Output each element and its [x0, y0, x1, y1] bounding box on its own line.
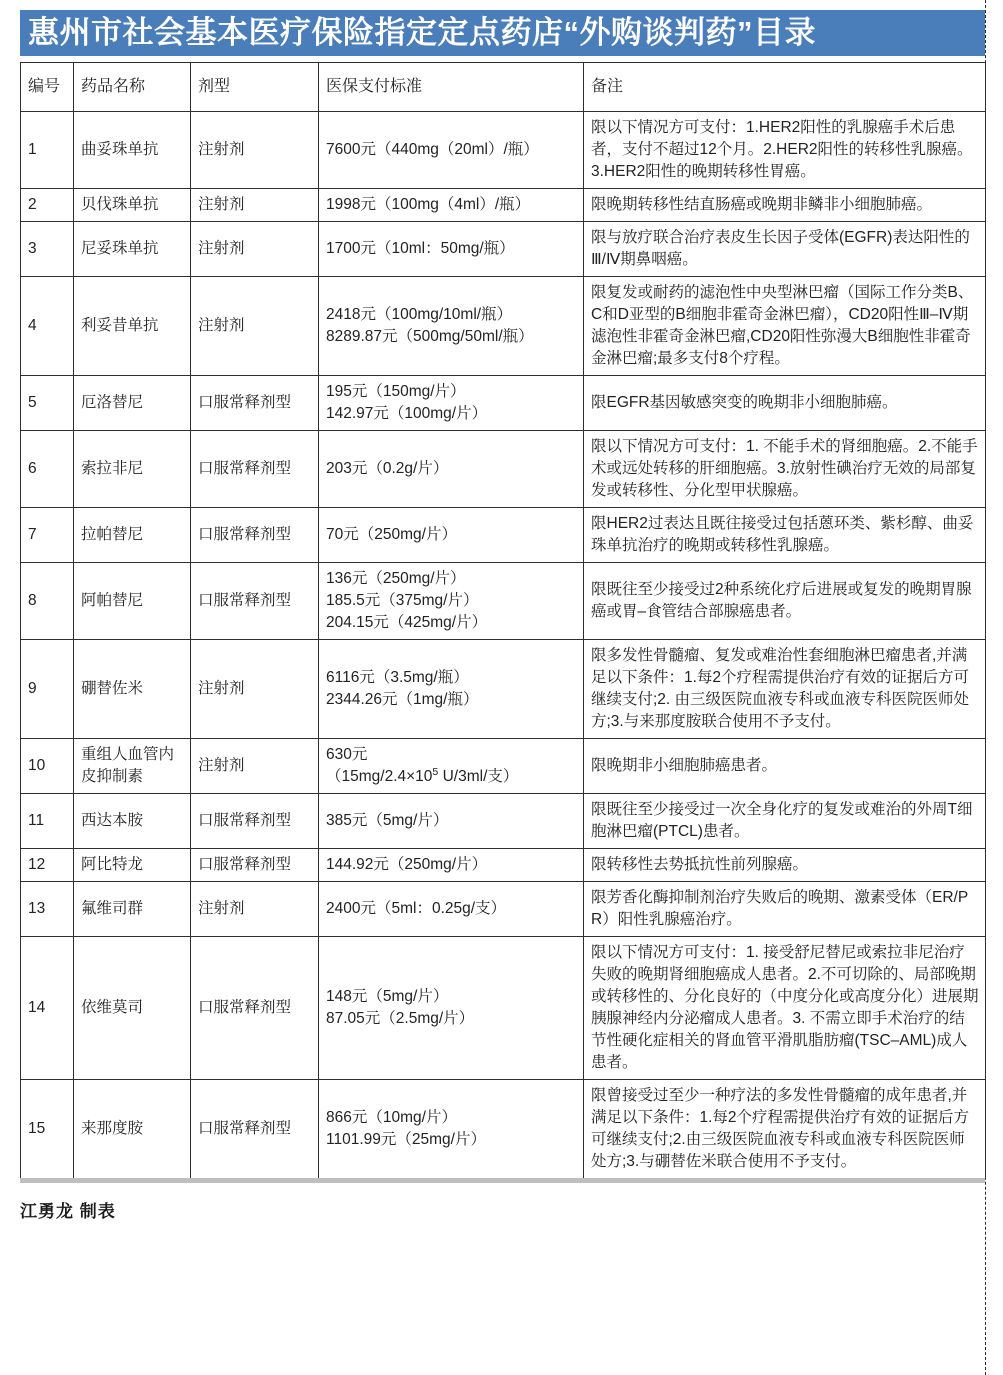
cell-drug-no: 13 — [21, 882, 74, 937]
cell-drug-no: 4 — [21, 277, 74, 376]
cell-payment-standard: 2418元（100mg/10ml/瓶） 8289.87元（500mg/50ml/瓶） — [319, 277, 584, 376]
cell-drug-no: 7 — [21, 508, 74, 563]
table-row — [21, 189, 986, 222]
cell-drug-name: 阿帕替尼 — [74, 563, 191, 640]
cell-remark: 限转移性去势抵抗性前列腺癌。 — [584, 849, 986, 882]
cell-drug-name: 依维莫司 — [74, 937, 191, 1080]
table-header — [21, 63, 986, 112]
cell-drug-name: 来那度胺 — [74, 1080, 191, 1179]
cell-remark: 限多发性骨髓瘤、复发或难治性套细胞淋巴瘤患者,并满足以下条件：1.每2个疗程需提供治疗有效的证据后方可继续支付;2. 由三级医院血液专科或血液专科医院医师处方;3.与来那度胺联合使用不予支付。 — [584, 640, 986, 739]
cell-drug-name: 利妥昔单抗 — [74, 277, 191, 376]
table-row — [21, 937, 986, 1080]
table-row — [21, 222, 986, 277]
cell-dosage-form: 口服常释剂型 — [191, 794, 319, 849]
cell-payment-standard: 630元 （$15mg/2.4\times 10^5$ U/3ml/支） — [319, 739, 584, 794]
cell-payment-standard: 2400元（5ml：0.25g/支） — [319, 882, 584, 937]
table-row — [21, 431, 986, 508]
cell-dosage-form: 口服常释剂型 — [191, 508, 319, 563]
cell-payment-standard: 136元（250mg/片） 185.5元（375mg/片） 204.15元（425mg/片） — [319, 563, 584, 640]
cell-remark: 限既往至少接受过一次全身化疗的复发或难治的外周T细胞淋巴瘤(PTCL)患者。 — [584, 794, 986, 849]
cell-remark: 限HER2过表达且既往接受过包括蒽环类、紫杉醇、曲妥珠单抗治疗的晚期或转移性乳腺癌。 — [584, 508, 986, 563]
cell-payment-standard: 148元（5mg/片） 87.05元（2.5mg/片） — [319, 937, 584, 1080]
table-row — [21, 508, 986, 563]
cell-drug-name: 西达本胺 — [74, 794, 191, 849]
cell-remark: 限晚期非小细胞肺癌患者。 — [584, 739, 986, 794]
credit-line: 江勇龙 制表 — [20, 1202, 116, 1221]
cell-drug-no: 2 — [21, 189, 74, 222]
drug-catalog-table — [20, 62, 986, 1179]
cell-payment-standard: 144.92元（250mg/片） — [319, 849, 584, 882]
cell-remark: 限晚期转移性结直肠癌或晚期非鳞非小细胞肺癌。 — [584, 189, 986, 222]
cell-drug-no: 6 — [21, 431, 74, 508]
cell-remark: 限曾接受过至少一种疗法的多发性骨髓瘤的成年患者,并满足以下条件：1.每2个疗程需提供治疗有效的证据后方可继续支付;2.由三级医院血液专科或血液专科医院医师处方;3.与硼替佐米联合使用不予支付。 — [584, 1080, 986, 1179]
table-row — [21, 563, 986, 640]
cell-drug-no: 15 — [21, 1080, 74, 1179]
cell-drug-no: 1 — [21, 112, 74, 189]
table-row — [21, 376, 986, 431]
cell-drug-name: 氟维司群 — [74, 882, 191, 937]
cell-drug-no: 14 — [21, 937, 74, 1080]
cell-drug-name: 尼妥珠单抗 — [74, 222, 191, 277]
cell-drug-name: 阿比特龙 — [74, 849, 191, 882]
cell-drug-no: 3 — [21, 222, 74, 277]
document-sheet — [20, 10, 985, 1222]
cell-dosage-form: 口服常释剂型 — [191, 937, 319, 1080]
cell-payment-standard: 6116元（3.5mg/瓶） 2344.26元（1mg/瓶） — [319, 640, 584, 739]
cell-drug-name: 厄洛替尼 — [74, 376, 191, 431]
page-title: 惠州市社会基本医疗保险指定定点药店“外购谈判药”目录 — [20, 10, 985, 56]
cell-remark: 限既往至少接受过2种系统化疗后进展或复发的晚期胃腺癌或胃–食管结合部腺癌患者。 — [584, 563, 986, 640]
cell-remark: 限芳香化酶抑制剂治疗失败后的晚期、激素受体（ER/PR）阳性乳腺癌治疗。 — [584, 882, 986, 937]
cell-dosage-form: 口服常释剂型 — [191, 849, 319, 882]
cell-dosage-form: 口服常释剂型 — [191, 1080, 319, 1179]
cell-drug-name: 拉帕替尼 — [74, 508, 191, 563]
table-row — [21, 882, 986, 937]
cell-remark: 限EGFR基因敏感突变的晚期非小细胞肺癌。 — [584, 376, 986, 431]
column-header-name: 药品名称 — [74, 63, 191, 112]
cell-drug-name: 曲妥珠单抗 — [74, 112, 191, 189]
cell-payment-standard: 203元（0.2g/片） — [319, 431, 584, 508]
table-row — [21, 112, 986, 189]
cell-remark: 限以下情况方可支付：1.HER2阳性的乳腺癌手术后患者，支付不超过12个月。2.HER2阳性的转移性乳腺癌。3.HER2阳性的晚期转移性胃癌。 — [584, 112, 986, 189]
column-header-note: 备注 — [584, 63, 986, 112]
cell-drug-no: 5 — [21, 376, 74, 431]
cell-dosage-form: 注射剂 — [191, 640, 319, 739]
cell-drug-no: 10 — [21, 739, 74, 794]
cell-dosage-form: 注射剂 — [191, 277, 319, 376]
cell-payment-standard: 1700元（10ml：50mg/瓶） — [319, 222, 584, 277]
cell-dosage-form: 注射剂 — [191, 882, 319, 937]
column-header-form: 剂型 — [191, 63, 319, 112]
cell-payment-standard: 866元（10mg/片） 1101.99元（25mg/片） — [319, 1080, 584, 1179]
table-body — [21, 112, 986, 1179]
table-row — [21, 1080, 986, 1179]
table-header-row — [21, 63, 986, 112]
cell-dosage-form: 注射剂 — [191, 112, 319, 189]
cell-drug-name: 索拉非尼 — [74, 431, 191, 508]
cell-drug-name: 重组人血管内皮抑制素 — [74, 739, 191, 794]
table-row — [21, 739, 986, 794]
cell-dosage-form: 口服常释剂型 — [191, 431, 319, 508]
cell-drug-name: 贝伐珠单抗 — [74, 189, 191, 222]
column-header-no: 编号 — [21, 63, 74, 112]
table-row — [21, 794, 986, 849]
cell-drug-no: 12 — [21, 849, 74, 882]
cell-drug-no: 8 — [21, 563, 74, 640]
cell-dosage-form: 口服常释剂型 — [191, 563, 319, 640]
cell-payment-standard: 195元（150mg/片） 142.97元（100mg/片） — [319, 376, 584, 431]
cell-dosage-form: 注射剂 — [191, 739, 319, 794]
cell-dosage-form: 口服常释剂型 — [191, 376, 319, 431]
table-bottom-rule — [20, 1178, 985, 1183]
cell-payment-standard: 7600元（440mg（20ml）/瓶） — [319, 112, 584, 189]
table-row — [21, 640, 986, 739]
table-row — [21, 849, 986, 882]
cell-remark: 限复发或耐药的滤泡性中央型淋巴瘤（国际工作分类B、C和D亚型的B细胞非霍奇金淋巴瘤），CD20阳性Ⅲ–Ⅳ期滤泡性非霍奇金淋巴瘤,CD20阳性弥漫大B细胞性非霍奇金淋巴瘤;最多支付8个疗程。 — [584, 277, 986, 376]
cell-remark: 限以下情况方可支付：1. 不能手术的肾细胞癌。2.不能手术或远处转移的肝细胞癌。3.放射性碘治疗无效的局部复发或转移性、分化型甲状腺癌。 — [584, 431, 986, 508]
cell-payment-standard: 1998元（100mg（4ml）/瓶） — [319, 189, 584, 222]
cell-remark: 限以下情况方可支付：1. 接受舒尼替尼或索拉非尼治疗失败的晚期肾细胞癌成人患者。2.不可切除的、局部晚期或转移性的、分化良好的（中度分化或高度分化）进展期胰腺神经内分泌瘤成人患者。3. 不需立即手术治疗的结节性硬化症相关的肾血管平滑肌脂肪瘤(TSC–AML)成人患者。 — [584, 937, 986, 1080]
cell-dosage-form: 注射剂 — [191, 222, 319, 277]
cell-payment-standard: 70元（250mg/片） — [319, 508, 584, 563]
cell-drug-no: 11 — [21, 794, 74, 849]
cell-drug-no: 9 — [21, 640, 74, 739]
cell-drug-name: 硼替佐米 — [74, 640, 191, 739]
cell-remark: 限与放疗联合治疗表皮生长因子受体(EGFR)表达阳性的Ⅲ/Ⅳ期鼻咽癌。 — [584, 222, 986, 277]
cell-dosage-form: 注射剂 — [191, 189, 319, 222]
table-row — [21, 277, 986, 376]
column-header-std: 医保支付标准 — [319, 63, 584, 112]
cell-payment-standard: 385元（5mg/片） — [319, 794, 584, 849]
